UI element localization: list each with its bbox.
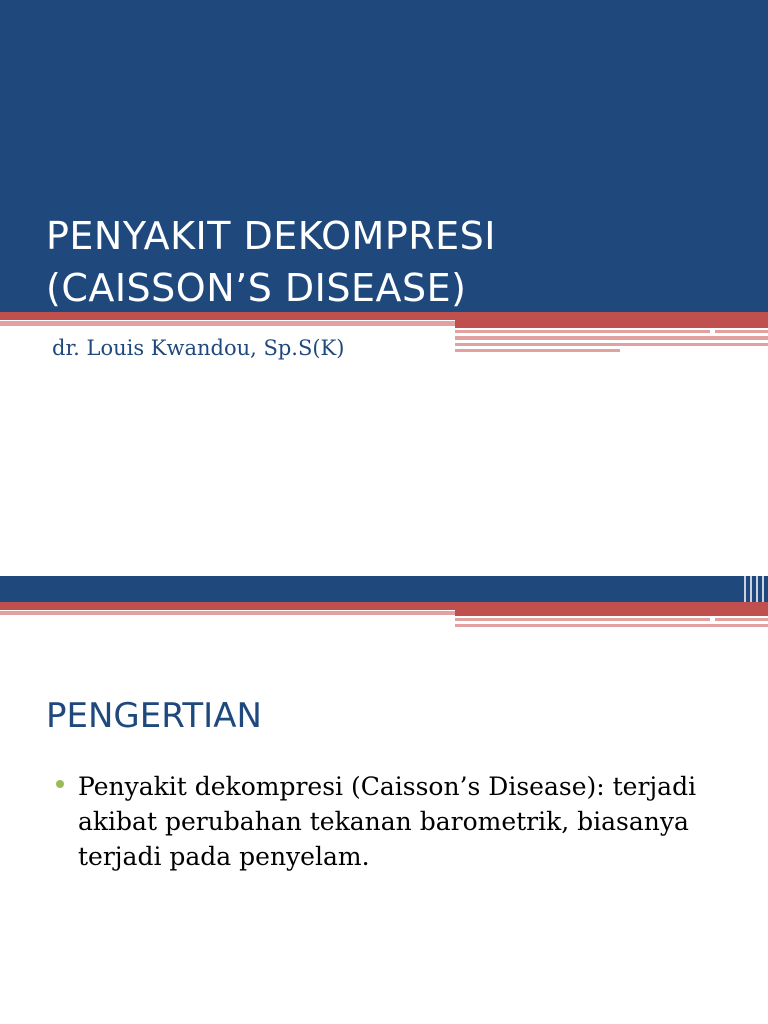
bullet-dot-icon [56, 780, 64, 788]
section-heading: PENGERTIAN [46, 696, 262, 736]
slide-title-line-2: (CAISSON’S DISEASE) [46, 266, 467, 310]
bullet-item: Penyakit dekompresi (Caisson’s Disease): terjadi akibat perubahan tekanan barometrik, biasanya terjadi pada penyelam. [78, 772, 697, 871]
slide-title [46, 210, 746, 314]
presenter-name: dr. Louis Kwandou, Sp.S(K) [52, 336, 345, 360]
slide-title-line-1: PENYAKIT DEKOMPRESI [46, 214, 496, 258]
content-decorative-stripes [0, 576, 768, 630]
